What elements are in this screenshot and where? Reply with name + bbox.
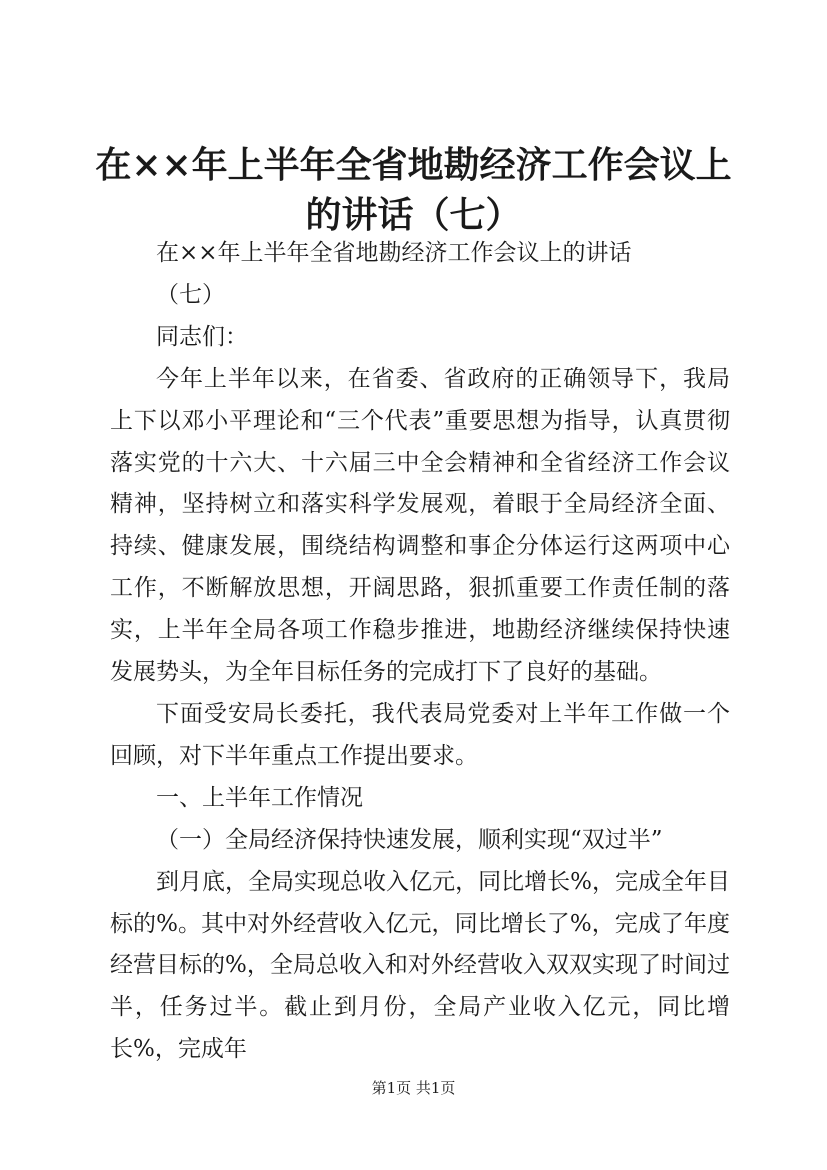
paragraph: 在××年上半年全省地勘经济工作会议上的讲话 — [156, 240, 632, 266]
paragraph: 到月底，全局实现总收入亿元，同比增长%，完成全年目标的%。其中对外经营收入亿元，同比增长了%，完成了年度经营目标的%，全局总收入和对外经营收入双双实现了时间过半，任务过半。截止到月份，全局产业收入亿元，同比增长%，完成年 — [110, 868, 730, 1063]
paragraph: （七） — [156, 281, 225, 308]
document-title: 在××年上半年全省地勘经济工作会议上的讲话（七） — [95, 144, 732, 236]
subsection-heading: （一）全局经济保持快速发展，顺利实现“双过半” — [156, 826, 663, 853]
document-body — [110, 233, 730, 1071]
page-footer: 第1页 共1页 — [371, 1079, 456, 1097]
paragraph: 今年上半年以来，在省委、省政府的正确领导下，我局上下以邓小平理论和“三个代表”重要思想为指导，认真贯彻落实党的十六大、十六届三中全会精神和全省经济工作会议精神，坚持树立和落实科学发展观，着眼于全局经济全面、持续、健康发展，围绕结构调整和事企分体运行这两项中心工作，不断解放思想，开阔思路，狠抓重要工作责任制的落实，上半年全局各项工作稳步推进，地勘经济继续保持快速发展势头，为全年目标任务的完成打下了良好的基础。 — [110, 365, 730, 686]
paragraph: 同志们： — [156, 323, 248, 350]
paragraph: 下面受安局长委托，我代表局党委对上半年工作做一个回顾，对下半年重点工作提出要求。 — [110, 700, 730, 769]
section-heading: 一、上半年工作情况 — [156, 784, 363, 811]
